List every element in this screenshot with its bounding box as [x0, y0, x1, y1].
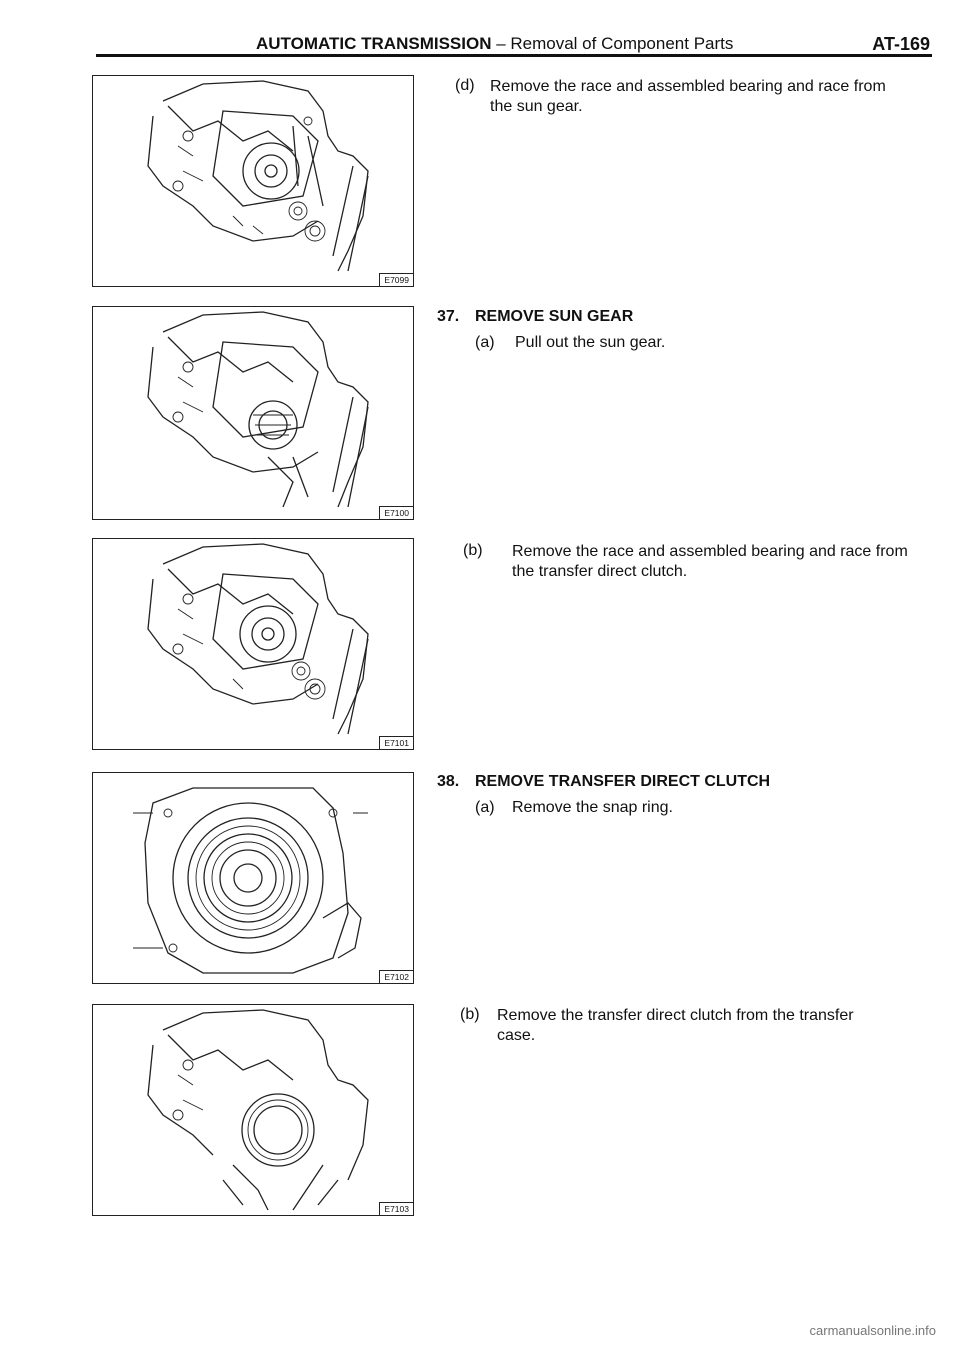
step-38-title: REMOVE TRANSFER DIRECT CLUTCH	[475, 773, 771, 790]
figure-code: E7100	[379, 506, 413, 519]
header-title-rest: – Removal of Component Parts	[491, 34, 734, 53]
step-38a-text: Remove the snap ring.	[512, 799, 673, 816]
figure-e7103	[92, 1004, 414, 1216]
step-37a-text: Pull out the sun gear.	[515, 334, 666, 351]
figure-code: E7103	[379, 1202, 413, 1215]
step-38b-line2: case.	[497, 1027, 536, 1044]
figure-e7099	[92, 75, 414, 287]
step-d-text	[490, 77, 886, 117]
step-38b-line1: Remove the transfer direct clutch from the transfer	[497, 1007, 854, 1024]
step-37b-label: (b)	[463, 542, 483, 559]
figure-e7102	[92, 772, 414, 984]
header-title	[256, 34, 733, 54]
step-38a-label: (a)	[475, 799, 495, 816]
figure-illustration	[93, 76, 413, 286]
step-d-line2: the sun gear.	[490, 98, 583, 115]
step-38b-label: (b)	[460, 1006, 480, 1023]
step-37b-text	[512, 542, 908, 582]
figure-illustration	[93, 539, 413, 749]
step-37b-line2: the transfer direct clutch.	[512, 563, 688, 580]
header-rule	[96, 54, 932, 57]
step-37-title: REMOVE SUN GEAR	[475, 308, 634, 325]
step-d-line1: Remove the race and assembled bearing and race from	[490, 78, 886, 95]
figure-e7101	[92, 538, 414, 750]
step-37b-line1: Remove the race and assembled bearing and race from	[512, 543, 908, 560]
figure-code: E7099	[379, 273, 413, 286]
step-37a-label: (a)	[475, 334, 495, 351]
figure-e7100	[92, 306, 414, 520]
figure-illustration	[93, 307, 413, 519]
watermark-text: carmanualsonline.info	[809, 1323, 936, 1338]
step-38b-text	[497, 1006, 854, 1046]
page-number: AT-169	[872, 34, 930, 54]
page-header	[96, 30, 932, 56]
step-38-number: 38.	[437, 773, 460, 790]
figure-illustration	[93, 1005, 413, 1215]
step-37-number: 37.	[437, 308, 460, 325]
figure-code: E7102	[379, 970, 413, 983]
step-d-label: (d)	[455, 77, 475, 94]
figure-illustration	[93, 773, 413, 983]
header-title-bold: AUTOMATIC TRANSMISSION	[256, 34, 492, 53]
figure-code: E7101	[379, 736, 413, 749]
